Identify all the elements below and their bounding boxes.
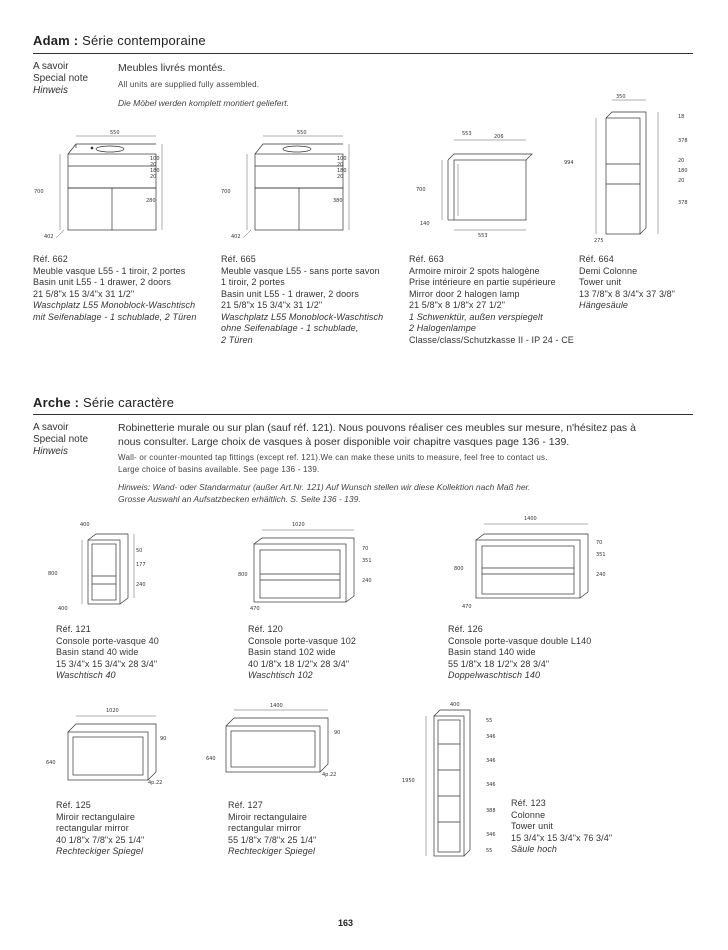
ref-664-line-1: Demi Colonne — [579, 265, 638, 276]
ref-123-line-1: Colonne — [511, 809, 546, 820]
dim-664-f: 378 — [678, 200, 688, 206]
adam-note-de: Die Möbel werden komplett montiert geliefert. — [118, 98, 290, 108]
ref-125-de-0: Rechteckiger Spiegel — [56, 846, 144, 856]
dim-663-height: 700 — [416, 187, 426, 193]
dim-664-width: 350 — [616, 94, 626, 100]
product-ref-662 — [33, 254, 197, 323]
arche-title-bold: Arche : — [33, 395, 80, 410]
product-ref-665 — [221, 254, 383, 346]
label-hinweis: Hinweis — [33, 85, 69, 96]
dim-665-b: 20 — [337, 162, 344, 168]
dim-126-c: 240 — [596, 572, 606, 578]
dim-662-depth: 402 — [44, 234, 54, 240]
product-ref-663 — [409, 254, 574, 346]
dim-121-a: 50 — [136, 548, 143, 554]
ref-665-line-2: 1 tiroir, 2 portes — [221, 277, 285, 287]
dim-120-c: 240 — [362, 578, 372, 584]
ref-662-de-0: Waschplatz L55 Monoblock-Waschtisch — [33, 300, 196, 310]
dim-120-depth: 470 — [250, 606, 260, 612]
drawing-ref-664 — [564, 94, 688, 244]
dim-126-a: 70 — [596, 540, 603, 546]
dim-663-offset: 140 — [420, 221, 430, 227]
ref-120-de-0: Waschtisch 102 — [248, 670, 313, 680]
dim-125-depth: 90 — [160, 736, 167, 742]
ref-125-line-2: rectangular mirror — [56, 823, 129, 833]
dim-663-width: 553 — [462, 131, 472, 137]
dim-662-e: 280 — [146, 198, 156, 204]
ref-125-line-0: Réf. 125 — [56, 800, 91, 810]
dim-665-e: 380 — [333, 198, 343, 204]
product-ref-125 — [56, 800, 144, 858]
dim-665-height: 700 — [221, 189, 231, 195]
dim-664-a: 18 — [678, 114, 685, 120]
ref-127-line-1: Miroir rectangulaire — [228, 811, 308, 822]
dim-121-width: 400 — [80, 522, 90, 528]
product-ref-121 — [56, 624, 159, 682]
ref-120-line-2: Basin stand 102 wide — [248, 647, 336, 657]
adam-title-bold: Adam : — [33, 33, 79, 48]
dim-664-e: 20 — [678, 178, 685, 184]
ref-665-line-0: Réf. 665 — [221, 254, 256, 264]
product-ref-123 — [511, 798, 612, 856]
dim-125-width: 1020 — [106, 708, 119, 714]
drawing-ref-125 — [46, 708, 166, 786]
dim-120-width: 1020 — [292, 522, 305, 528]
ref-121-line-1: Console porte-vasque 40 — [56, 635, 159, 646]
dim-121-depth: 400 — [58, 606, 68, 612]
arche-note-fr-2: nous consulter. Large choix de vasques à poser disponible voir chapitre vasques page 136 - 139. — [118, 436, 570, 448]
ref-664-line-0: Réf. 664 — [579, 254, 614, 264]
ref-127-line-3: 55 1/8"x 7/8"x 25 1/4" — [228, 834, 317, 845]
ref-126-line-3: 55 1/8"x 18 1/2"x 28 3/4" — [448, 658, 550, 669]
dim-123-e: 388 — [486, 808, 496, 814]
label-a-savoir: A savoir — [33, 61, 69, 72]
dim-663-bottom: 553 — [478, 233, 488, 239]
dim-123-d: 346 — [486, 782, 496, 788]
ref-663-class: Classe/class/Schutzkasse II - IP 24 - CE — [409, 334, 574, 345]
drawing-ref-665 — [221, 130, 349, 240]
dim-123-width: 400 — [450, 702, 460, 708]
arche-note-labels — [33, 422, 88, 458]
ref-121-de-0: Waschtisch 40 — [56, 670, 116, 680]
adam-title-rest: Série contemporaine — [82, 33, 206, 48]
dim-665-a: 100 — [337, 156, 347, 162]
dim-664-b: 378 — [678, 138, 688, 144]
dim-127-height: 640 — [206, 756, 216, 762]
ref-120-line-3: 40 1/8"x 18 1/2"x 28 3/4" — [248, 658, 350, 669]
ref-663-line-3: Mirror door 2 halogen lamp — [409, 288, 520, 299]
dim-665-depth: 402 — [231, 234, 241, 240]
arche-label-special-note: Special note — [33, 434, 89, 445]
ref-125-line-1: Miroir rectangulaire — [56, 811, 136, 822]
dim-662-a: 100 — [150, 156, 160, 162]
dim-663-depth: 206 — [494, 134, 504, 140]
product-ref-664 — [579, 254, 675, 312]
dim-662-d: 20 — [150, 174, 157, 180]
arche-note-en-2: Large choice of basins available. See page 136 - 139. — [118, 465, 320, 474]
ref-665-line-4: 21 5/8"x 15 3/4"x 31 1/2" — [221, 300, 323, 310]
ref-120-line-1: Console porte-vasque 102 — [248, 635, 356, 646]
ref-663-de-1: 2 Halogenlampe — [409, 323, 476, 333]
arche-divider — [33, 414, 693, 415]
dim-665-d: 20 — [337, 174, 344, 180]
dim-664-depth: 275 — [594, 238, 604, 244]
dim-127-depth: 90 — [334, 730, 341, 736]
dim-126-height: 800 — [454, 566, 464, 572]
arche-drawings-row-1 — [30, 512, 700, 617]
ref-662-line-0: Réf. 662 — [33, 254, 68, 264]
dim-120-b: 351 — [362, 558, 372, 564]
arche-title-rest: Série caractère — [83, 395, 175, 410]
arche-note-de-1: Hinweis: Wand- oder Standarmatur (außer Art.Nr. 121) Auf Wunsch stellen wir diese Kollektion nach Maß her. — [118, 482, 531, 492]
dim-125-height: 640 — [46, 760, 56, 766]
ref-127-line-0: Réf. 127 — [228, 800, 263, 810]
ref-663-de-0: 1 Schwenktür, außen verspiegelt — [409, 311, 543, 322]
ref-125-line-3: 40 1/8"x 7/8"x 25 1/4" — [56, 834, 145, 845]
dim-126-width: 1400 — [524, 516, 537, 522]
ref-126-line-1: Console porte-vasque double L140 — [448, 635, 592, 646]
ref-665-de-2: 2 Türen — [221, 334, 253, 345]
dim-123-g: 55 — [486, 848, 493, 854]
dim-126-depth: 470 — [462, 604, 472, 610]
ref-127-de-0: Rechteckiger Spiegel — [228, 846, 316, 856]
ref-123-line-2: Tower unit — [511, 821, 554, 831]
ref-662-line-2: Basin unit L55 - 1 drawer, 2 doors — [33, 277, 171, 287]
ref-665-de-1: ohne Seifenablage - 1 schublade, — [221, 323, 359, 333]
adam-note-en: All units are supplied fully assembled. — [118, 80, 260, 89]
ref-664-de-0: Hängesäule — [579, 300, 629, 310]
dim-127-width: 1400 — [270, 703, 283, 709]
product-ref-126 — [448, 624, 591, 682]
dim-121-c: 240 — [136, 582, 146, 588]
ref-121-line-2: Basin stand 40 wide — [56, 647, 139, 657]
ref-126-de-0: Doppelwaschtisch 140 — [448, 670, 541, 680]
ref-664-line-2: Tower unit — [579, 277, 622, 287]
product-ref-127 — [228, 800, 316, 858]
product-ref-120 — [248, 624, 356, 682]
ref-662-de-1: mit Seifenablage - 1 schublade, 2 Türen — [33, 311, 197, 322]
dim-123-b: 346 — [486, 734, 496, 740]
dim-664-d: 180 — [678, 168, 688, 174]
dim-121-b: 177 — [136, 562, 146, 568]
ref-123-de-0: Säule hoch — [511, 844, 558, 854]
dim-665-width: 550 — [297, 130, 307, 136]
ref-664-line-3: 13 7/8"x 8 3/4"x 37 3/8" — [579, 288, 676, 299]
page-number: 163 — [338, 918, 354, 928]
drawing-ref-123 — [402, 702, 496, 856]
dim-123-f: 346 — [486, 832, 496, 838]
arche-note-de-2: Grosse Auswahl an Aufsatzbecken erhältlich. S. Seite 136 - 139. — [118, 494, 361, 504]
ref-121-line-0: Réf. 121 — [56, 624, 91, 634]
arche-section-title — [33, 395, 174, 410]
drawing-ref-126 — [454, 516, 606, 610]
ref-121-line-3: 15 3/4"x 15 3/4"x 28 3/4" — [56, 658, 158, 669]
dim-125-fix: 4p.22 — [148, 780, 163, 786]
ref-665-line-3: Basin unit L55 - 1 drawer, 2 doors — [221, 288, 359, 299]
dim-662-c: 180 — [150, 168, 160, 174]
drawing-ref-662 — [34, 130, 162, 240]
ref-662-line-1: Meuble vasque L55 - 1 tiroir, 2 portes — [33, 265, 186, 276]
arche-note-fr-1: Robinetterie murale ou sur plan (sauf réf. 121). Nous pouvons réaliser ces meubles sur mesure, n'hésitez pas à — [118, 422, 636, 434]
ref-126-line-2: Basin stand 140 wide — [448, 647, 536, 657]
adam-note-fr: Meubles livrés montés. — [118, 62, 226, 74]
dim-123-a: 55 — [486, 718, 493, 724]
ref-123-line-3: 15 3/4"x 15 3/4"x 76 3/4" — [511, 832, 613, 843]
adam-technical-drawings — [30, 78, 700, 250]
drawing-ref-127 — [206, 703, 340, 778]
dim-123-height: 1950 — [402, 778, 415, 784]
dim-665-c: 180 — [337, 168, 347, 174]
ref-665-line-1: Meuble vasque L55 - sans porte savon — [221, 265, 380, 276]
drawing-ref-120 — [238, 522, 372, 612]
dim-126-b: 351 — [596, 552, 606, 558]
ref-126-line-0: Réf. 126 — [448, 624, 483, 634]
dim-662-b: 20 — [150, 162, 157, 168]
drawing-ref-663 — [416, 131, 532, 239]
ref-663-line-1: Armoire miroir 2 spots halogène — [409, 265, 540, 276]
dim-664-c: 20 — [678, 158, 685, 164]
ref-663-line-0: Réf. 663 — [409, 254, 444, 264]
ref-663-line-4: 21 5/8"x 8 1/8"x 27 1/2" — [409, 300, 506, 310]
ref-127-line-2: rectangular mirror — [228, 823, 301, 833]
dim-120-a: 70 — [362, 546, 369, 552]
dim-662-width: 550 — [110, 130, 120, 136]
ref-662-line-3: 21 5/8"x 15 3/4"x 31 1/2" — [33, 288, 135, 299]
ref-663-line-2: Prise intérieure en partie supérieure — [409, 277, 556, 287]
ref-665-de-0: Waschplatz L55 Monoblock-Waschtisch — [221, 311, 384, 322]
adam-section-title — [33, 33, 206, 48]
dim-127-fix: 4p.22 — [322, 772, 337, 778]
dim-664-height: 994 — [564, 160, 574, 166]
dim-662-height: 700 — [34, 189, 44, 195]
dim-120-height: 800 — [238, 572, 248, 578]
arche-note-en-1: Wall- or counter-mounted tap fittings (except ref. 121).We can make these units to measure, feel free to contact us. — [118, 453, 548, 462]
arche-label-a-savoir: A savoir — [33, 422, 69, 433]
drawing-ref-121 — [48, 522, 146, 612]
label-special-note: Special note — [33, 73, 89, 84]
adam-divider — [33, 53, 693, 54]
ref-120-line-0: Réf. 120 — [248, 624, 283, 634]
ref-123-line-0: Réf. 123 — [511, 798, 546, 808]
dim-121-height: 800 — [48, 571, 58, 577]
arche-label-hinweis: Hinweis — [33, 446, 69, 457]
dim-123-c: 346 — [486, 758, 496, 764]
